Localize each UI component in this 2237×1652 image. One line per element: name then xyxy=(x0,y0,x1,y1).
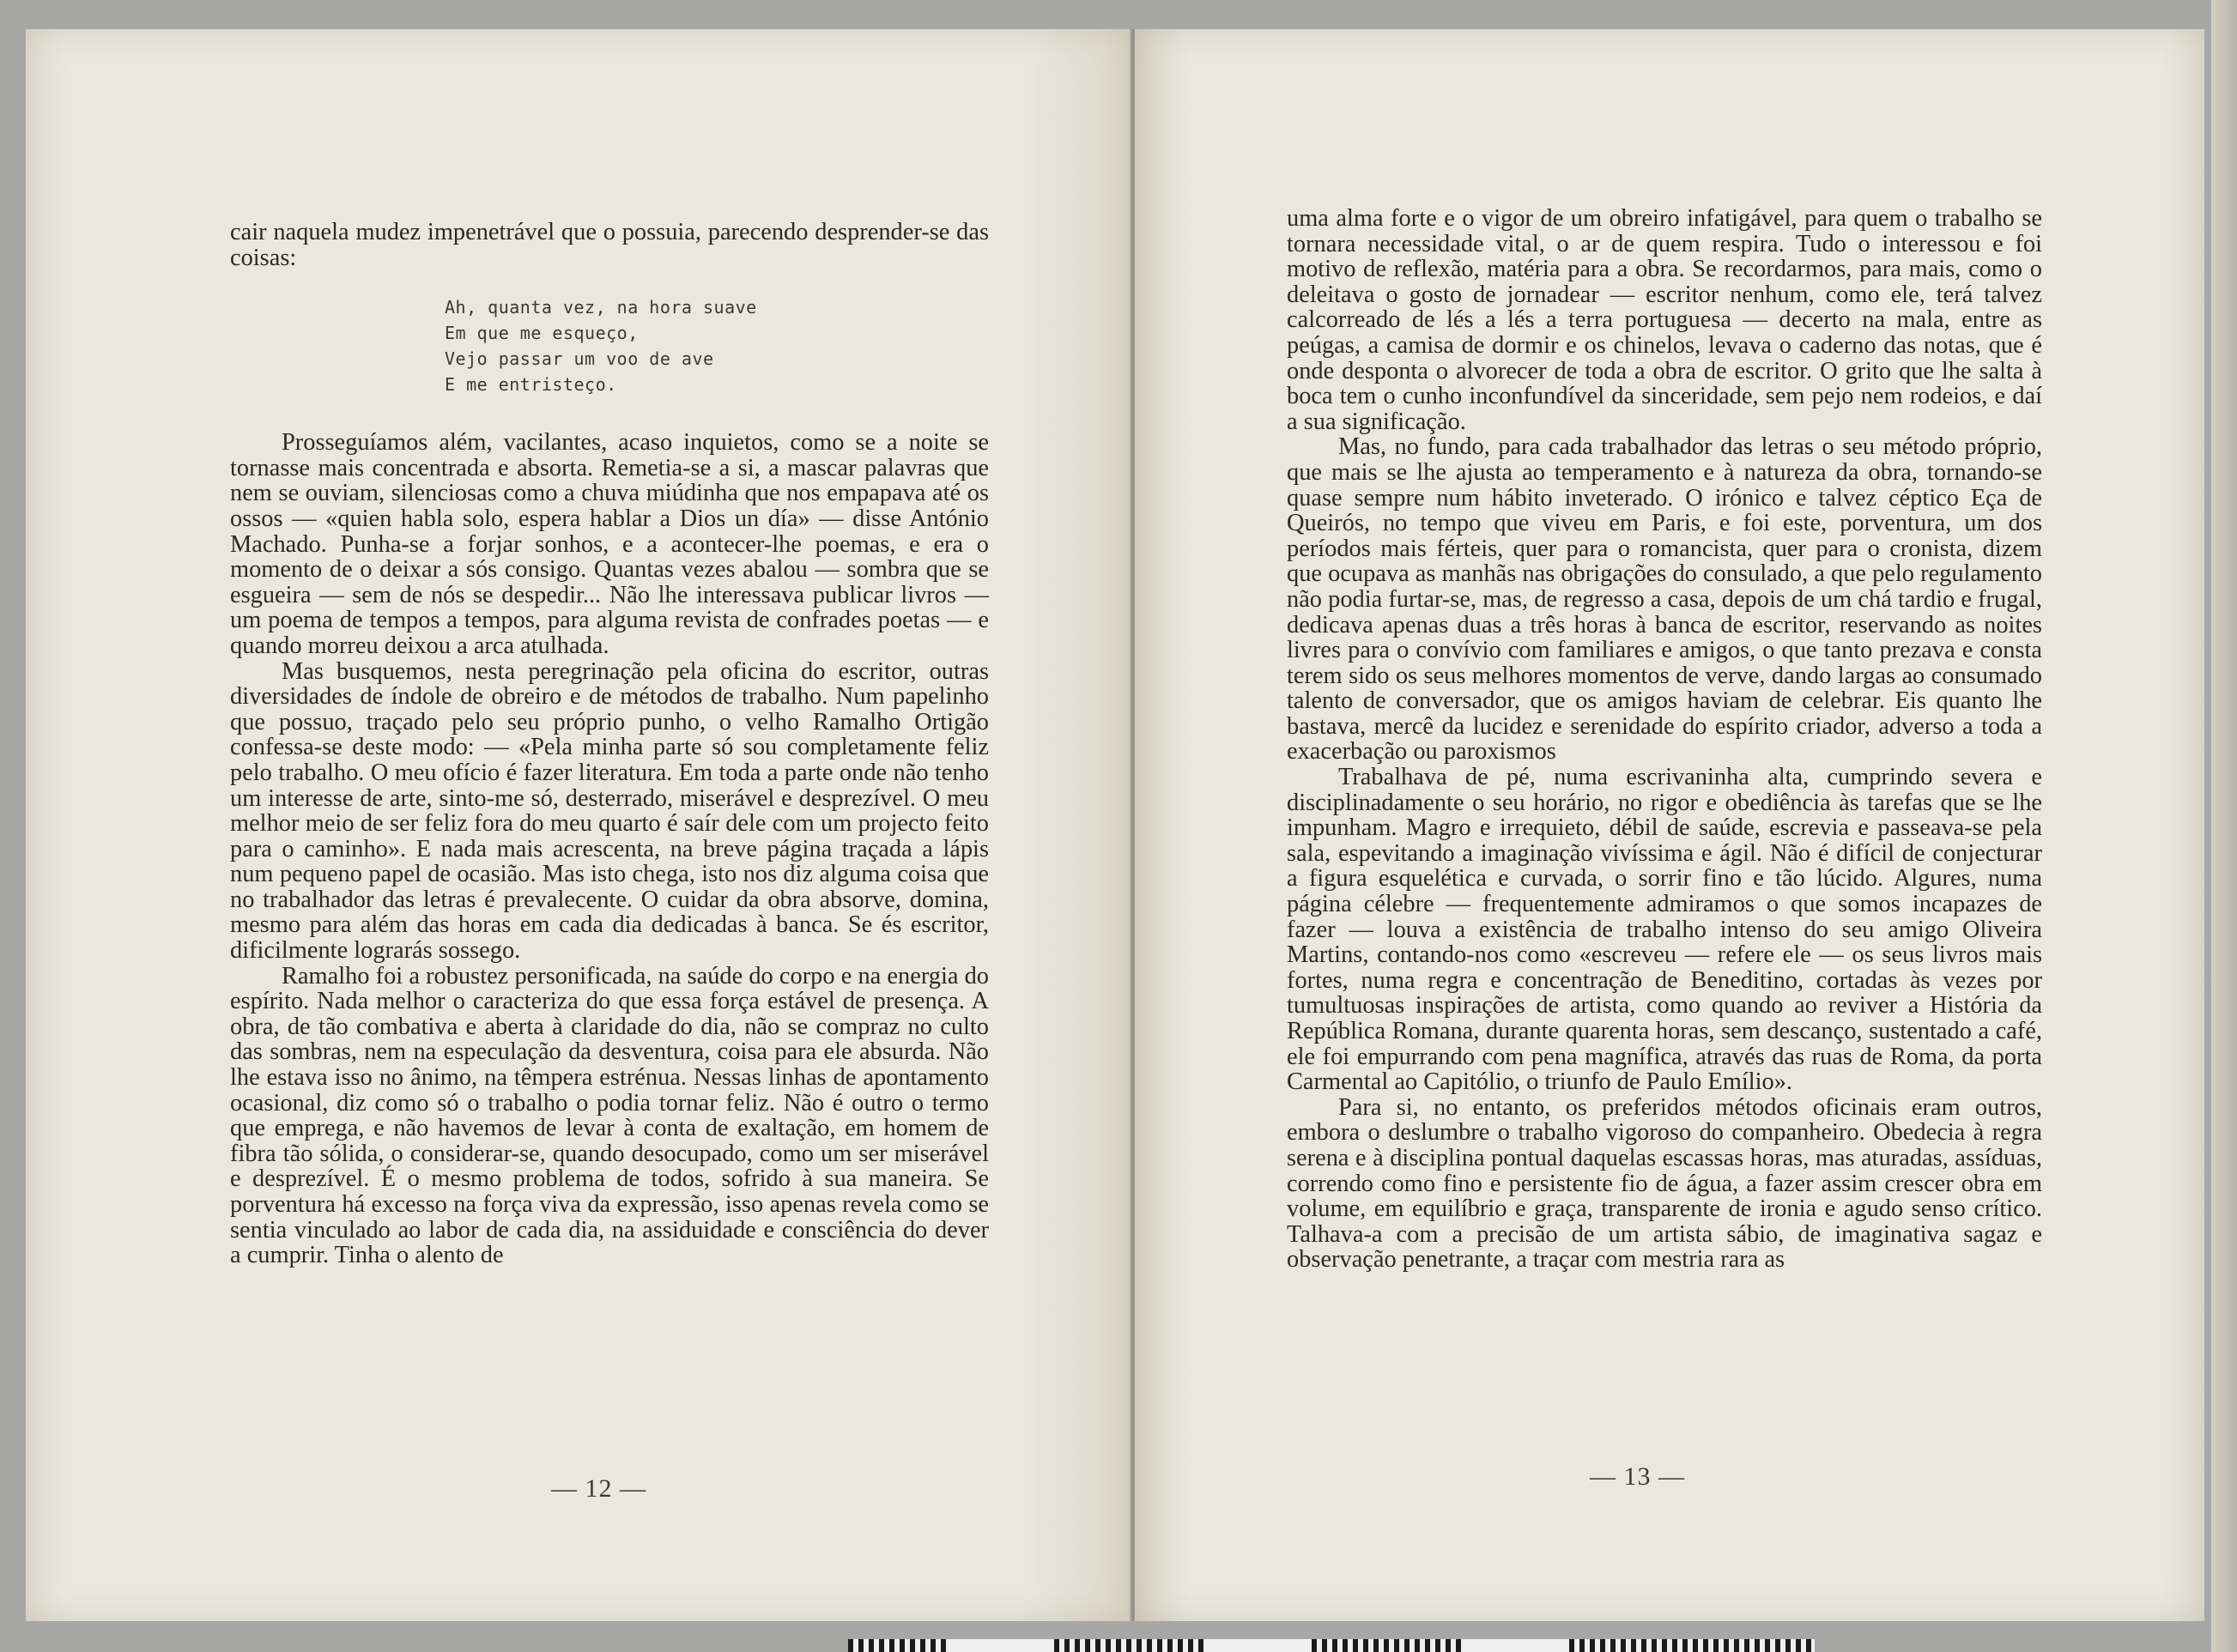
ruler-band xyxy=(1209,1639,1312,1652)
verse-line: Em que me esqueço, xyxy=(445,323,639,344)
paragraph: Prosseguíamos além, vacilantes, acaso inquietos, como se a noite se tornasse mais concentrada e absorta. Remetia-se a si, a mascar palavras que nem se ouviam, silenciosas como a chuva miúdinha que nos empapava até os ossos — «quien habla solo, espera hablar a Dios un día» — disse António Machado. Punha-se a forjar sonhos, e a acontecer-lhe poemas, e era o momento de o deixar a sós consigo. Quantas vezes abalou — sombra que se esgueira — sem de nós se despedir... Não lhe interessava publicar livros — um poema de tempos a tempos, para alguma revista de confrades poetas — e quando morreu deixou a arca atulhada. xyxy=(230,429,989,659)
page-number: — 12 — xyxy=(551,1474,646,1503)
paragraph: Mas busquemos, nesta peregrinação pela oficina do escritor, outras diversidades de índole de obreiro e de métodos de trabalho. Num papelinho que possuo, traçado pelo seu próprio punho, o velho Ramalho Ortigão confessa-se deste modo: — «Pela minha parte só sou completamente feliz pelo trabalho. O meu ofício é fazer literatura. Em toda a parte onde não tenho um interesse de arte, sinto-me só, desterrado, miserável e desprezível. O meu melhor meio de ser feliz fora do meu quarto é saír dele com um projecto feito para o caminho». E nada mais acrescenta, na breve página traçada a lápis num pequeno papel de ocasião. Mas isto chega, isto nos diz alguma coisa que no trabalhador das letras é prevalecente. O cuidar da obra absorve, domina, mesmo para além das horas em cada dia dedicadas à banca. Se és escritor, dificilmente lograrás sossego. xyxy=(230,657,989,965)
paragraph: Ramalho foi a robustez personificada, na saúde do corpo e na energia do espírito. Nada melhor o caracteriza do que essa força estável de presença. A obra, de tão combativa e aberta à claridade do dia, não se compraz no culto das sombras, nem na especulação da desventura, coisa para ele absurda. Não lhe estava isso no ânimo, na têmpera estrénua. Nessas linhas de apontamento ocasional, diz como só o trabalho o podia tornar feliz. Não é outro o termo que emprega, e não havemos de levar à conta de exaltação, em homem de fibra tão sólida, o considerar-se, quando desocupado, como um ser miserável e desprezível. É o mesmo problema de todos, sofrido à sua maneira. Se porventura há excesso na força viva da expressão, isso apenas revela como se sentia vinculado ao labor de cada dia, na assiduidade e consciência do dever a cumprir. Tinha o alento de xyxy=(230,962,989,1269)
page-number: — 13 — xyxy=(1590,1462,1685,1491)
page-edge xyxy=(2211,0,2237,1652)
paragraph: Trabalhava de pé, numa escrivaninha alta, cumprindo severa e disciplinadamente o seu horário, no rigor e obediência às tarefas que se lhe impunham. Magro e irrequieto, débil de saúde, escrevia e passeava-se pela sala, espevitando a imaginação vivíssima e ágil. Não é difícil de conjecturar a figura esquelética e curvada, o sorrir fino e tão lúcido. Algures, numa página célebre — frequentemente admiramos o que somos incapazes de fazer — louva a existência de trabalho intenso do seu amigo Oliveira Martins, contando-nos como «escreveu — refere ele — os seus livros mais fortes, numa regra e concentração de Beneditino, cortadas às vezes por tumultuosas inspirações de artista, como quando ao reviver a História da República Romana, durante quarenta horas, sem descanço, sustentado a café, ele foi empurrando com pena magnífica, através das ruas de Roma, da porta Carmental ao Capitólio, o triunfo de Paulo Emílio». xyxy=(1287,764,2042,1096)
verse-line: Ah, quanta vez, na hora suave xyxy=(445,297,757,318)
left-page-text xyxy=(230,220,989,1268)
ruler-band xyxy=(1466,1639,1569,1652)
right-page xyxy=(1135,29,2204,1621)
verse-stanza xyxy=(445,294,989,397)
left-page xyxy=(26,29,1133,1621)
paragraph: Para si, no entanto, os preferidos métodos oficinais eram outros, embora o deslumbre o trabalho vigoroso do companheiro. Obedecia à regra serena e à disciplina pontual daquelas escassas horas, mas aturadas, assíduas, correndo como fino e persistente fio de água, a fazer assim crescer obra em volume, em equilíbrio e graça, transparente de ironia e agudo senso crítico. Talhava-a com a precisão de um artista sábio, de imaginativa sagaz e observação penetrante, a traçar com mestria rara as xyxy=(1287,1093,2042,1274)
ruler-band xyxy=(951,1639,1054,1652)
verse-line: E me entristeço. xyxy=(445,374,617,396)
verse-line: Vejo passar um voo de ave xyxy=(445,348,714,370)
paragraph: uma alma forte e o vigor de um obreiro infatigável, para quem o trabalho se tornara necessidade vital, o ar de quem respira. Tudo o interessou e foi motivo de reflexão, matéria para a obra. Se recordarmos, para mais, como o deleitava o gosto de jornadear — escritor nenhum, como ele, terá talvez calcorreado de lés a lés a terra portuguesa — decerto na mala, entre as peúgas, a camisa de dormir e os chinelos, levava o caderno das notas, que é onde desponta o alvorecer de toda a obra de escritor. O grito que lhe salta à boca tem o cunho inconfundível da sinceridade, sem pejo nem rodeios, e daí a sua significação. xyxy=(1287,205,2042,435)
paragraph: Mas, no fundo, para cada trabalhador das letras o seu método próprio, que mais se lhe ajusta ao temperamento e à natureza da obra, tornando-se quase sempre num hábito inveterado. O irónico e talvez céptico Eça de Queirós, no tempo que viveu em Paris, e foi este, porventura, um dos períodos mais férteis, quer para o romancista, quer para o cronista, dizem que ocupava as manhãs nas obrigações do consulado, a que pelo regulamento não podia furtar-se, mas, de regresso a casa, depois de um chá tardio e frugal, dedicava apenas duas a três horas à banca de escritor, reservando as noites livres para o convívio com familiares e amigos, o que tanto prezava e consta terem sido os seus melhores momentos de verve, dando largas ao consumado talento de conversador, que os amigos haviam de celebrar. Eis quanto lhe bastava, mercê da lucidez e serenidade do espírito criador, adverso a toda a exacerbação ou paroxismos xyxy=(1287,433,2042,765)
scale-ruler xyxy=(848,1639,1815,1652)
right-page-text xyxy=(1287,206,2042,1273)
paragraph-intro: cair naquela mudez impenetrável que o possuia, parecendo desprender-se das coisas: xyxy=(230,219,989,271)
